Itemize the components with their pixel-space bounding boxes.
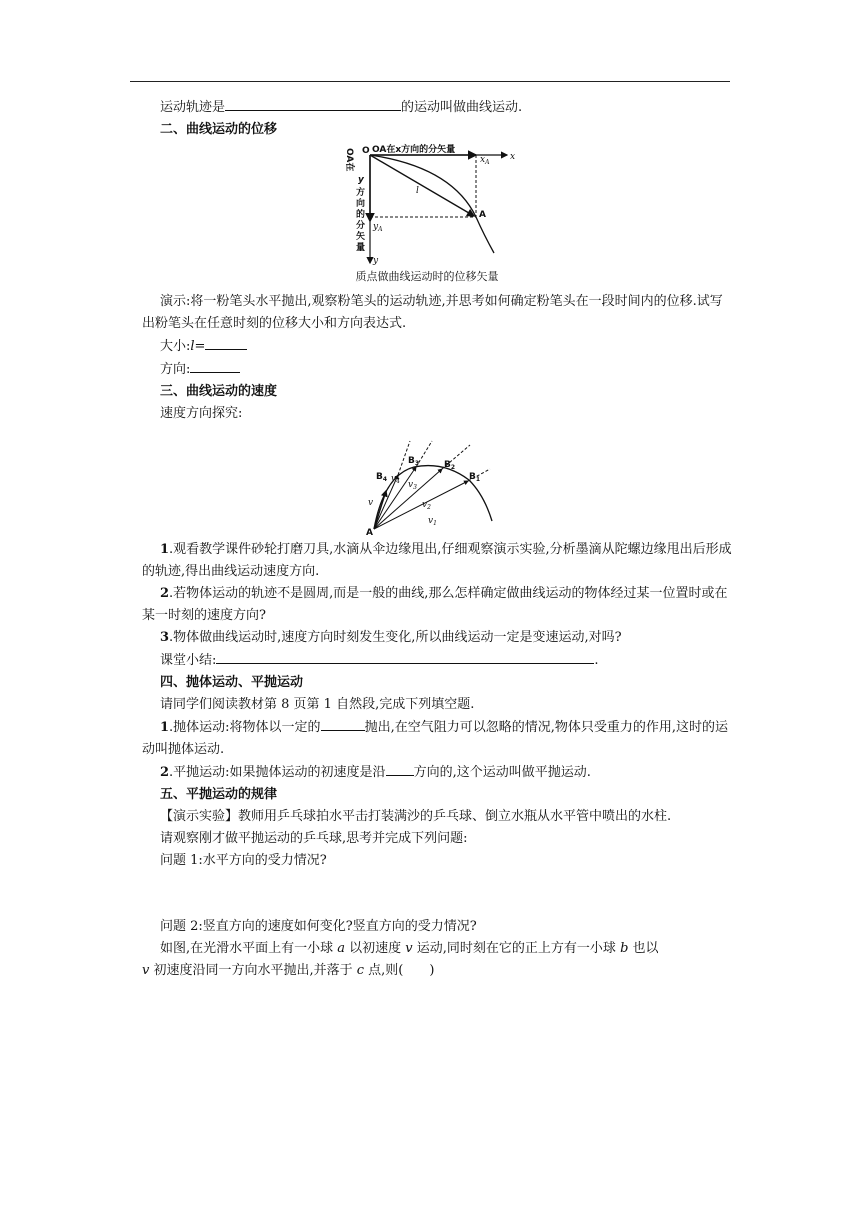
demo-experiment: 【演示实验】教师用乒乓球拍水平击打装满沙的乒乓球、倒立水瓶从水平管中喷出的水柱. [160,809,672,824]
point-b4-label: $B_4$ [376,472,388,483]
summary-blank[interactable] [216,649,594,664]
origin-label: O [362,146,370,156]
curve-motion-definition: 运动轨迹是 的运动叫做曲线运动. [142,96,732,119]
point-a-label: A [366,528,373,538]
problem-2: 问题 2:竖直方向的速度如何变化?竖直方向的受力情况? [160,919,477,934]
reading-instruction: 请同学们阅读教材第 8 页第 1 自然段,完成下列填空题. [160,697,475,712]
point-a-label: A [479,210,486,220]
direction-line: 方向: [142,358,732,381]
l-label: l [416,186,419,196]
v3-label: $v_3$ [408,480,417,491]
xa-label: $x_A$ [480,155,490,166]
y-component-label-c3: 向 [356,199,366,209]
section-heading-velocity: 三、曲线运动的速度 [160,384,278,399]
projectile-definition: 1.抛体运动:将物体以一定的 抛出,在空气阻力可以忽略的情况,物体只受重力的作用,这时的运动叫抛体运动. [142,716,732,761]
v2-label: $v_2$ [422,500,431,511]
v-label: v [368,498,374,508]
demo-paragraph: 演示:将一粉笔头水平抛出,观察粉笔头的运动轨迹,并思考如何确定粉笔头在一段时间内的位移.试写出粉笔头在任意时刻的位移大小和方向表达式. [142,294,723,331]
direction-blank-2[interactable] [386,761,414,776]
figure-caption: 质点做曲线运动时的位移矢量 [355,270,499,283]
observe-instruction: 请观察刚才做平抛运动的乒乓球,思考并完成下列问题: [160,831,468,846]
magnitude-line: 大小:l= [142,335,732,358]
direction-blank[interactable] [190,358,240,373]
answer-space [142,872,732,916]
class-summary: 课堂小结: . [142,649,732,672]
horizontal-projectile-definition: 2.平抛运动:如果抛体运动的初速度是沿 方向的,这个运动叫做平抛运动. [142,761,732,784]
section-heading-rules: 五、平抛运动的规律 [160,787,278,802]
velocity-direction-prompt: 速度方向探究: [160,406,243,421]
point-b3-label: $B_3$ [408,456,420,467]
y-axis-label: y [373,256,379,266]
section-heading-displacement: 二、曲线运动的位移 [160,122,278,137]
y-component-label-c7: 量 [356,243,366,253]
problem-1: 问题 1:水平方向的受力情况? [160,853,327,868]
ya-label: $y_A$ [373,222,383,233]
velocity-direction-figure [364,435,504,538]
question-3: 3.物体做曲线运动时,速度方向时刻发生变化,所以曲线运动一定是变速运动,对吗? [160,630,622,645]
point-b2-label: $B_2$ [444,460,456,471]
answer-blank[interactable] [225,96,401,111]
y-component-label-word: OA在 [344,148,354,172]
question-1: 1.观看教学课件砂轮打磨刀具,水滴从伞边缘甩出,仔细观察演示实验,分析墨滴从陀螺边缘甩出后形成的轨迹,得出曲线运动速度方向. [142,542,732,579]
v1-label: $v_1$ [428,516,437,527]
velocity-blank[interactable] [321,716,365,731]
y-component-label-c2: 方 [356,188,366,198]
section-heading-projectile: 四、抛体运动、平抛运动 [160,675,304,690]
displacement-vector-figure [344,145,562,269]
x-component-label: OA在x方向的分矢量 [372,145,456,155]
y-component-label-c5: 分 [356,221,366,231]
y-component-label-c6: 矢 [356,232,366,242]
v4-label: $v_4$ [391,474,400,485]
header-rule [130,81,730,82]
x-axis-label: x [510,152,516,162]
question-2: 2.若物体运动的轨迹不是圆周,而是一般的曲线,那么怎样确定做曲线运动的物体经过某一位置时或在某一时刻的速度方向? [142,586,728,623]
exercise-question: 如图,在光滑水平面上有一小球 a 以初速度 v 运动,同时刻在它的正上方有一小球 b 也以 v 初速度沿同一方向水平抛出,并落于 c 点,则( ) [142,941,659,978]
point-b1-label: $B_1$ [469,472,481,483]
y-component-label-axis: y [358,175,364,185]
document-body [142,96,732,982]
y-component-label-c4: 的 [356,210,366,220]
magnitude-blank[interactable] [205,335,247,350]
